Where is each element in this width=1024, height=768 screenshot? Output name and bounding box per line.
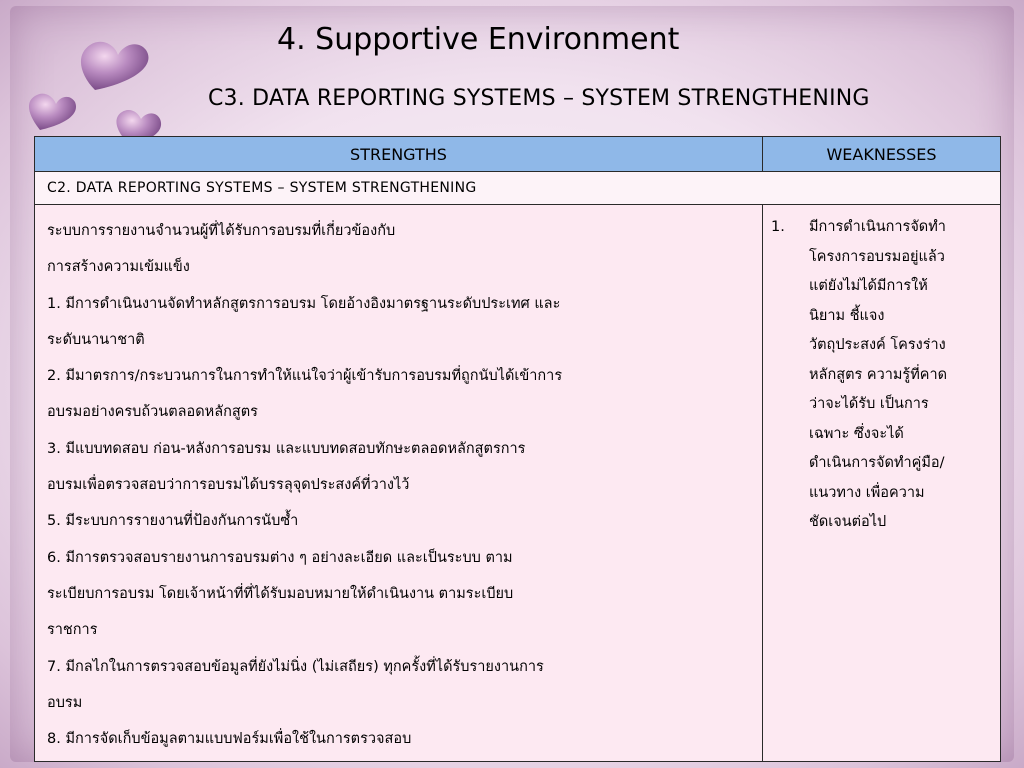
strength-line: 6. มีการตรวจสอบรายงานการอบรมต่าง ๆ อย่างละเอียด และเป็นระบบ ตาม bbox=[47, 549, 513, 566]
weakness-line: ว่าจะได้รับ เป็นการ bbox=[809, 396, 929, 412]
content-row bbox=[35, 205, 1001, 762]
strengths-cell bbox=[35, 205, 763, 762]
strength-line: 2. มีมาตรการ/กระบวนการในการทำให้แน่ใจว่าผู้เข้ารับการอบรมที่ถูกนับได้เข้าการ bbox=[47, 368, 563, 385]
strength-line: ระบบการรายงานจำนวนผู้ที่ได้รับการอบรมที่เกี่ยวข้องกับ bbox=[47, 223, 396, 239]
weakness-line: แนวทาง เพื่อความ bbox=[809, 484, 925, 501]
page-title: 4. Supportive Environment bbox=[277, 22, 680, 57]
strength-line: อบรมอย่างครบถ้วนตลอดหลักสูตร bbox=[47, 404, 258, 421]
weakness-line: วัตถุประสงค์ โครงร่าง bbox=[809, 337, 946, 353]
weakness-number: 1. bbox=[771, 219, 785, 235]
section-label: C2. DATA REPORTING SYSTEMS – SYSTEM STRENGTHENING bbox=[35, 172, 1001, 205]
strength-line: อบรม bbox=[47, 694, 83, 711]
weakness-line: นิยาม ชี้แจง bbox=[809, 307, 885, 324]
weakness-line: เฉพาะ ซึ่งจะได้ bbox=[809, 425, 904, 442]
header-strengths: STRENGTHS bbox=[35, 137, 763, 172]
strength-line: 5. มีระบบการรายงานที่ป้องกันการนับซ้ำ bbox=[47, 513, 299, 530]
strength-line: 1. มีการดำเนินงานจัดทำหลักสูตรการอบรม โดยอ้างอิงมาตรฐานระดับประเทศ และ bbox=[47, 295, 561, 312]
swot-table bbox=[34, 136, 1001, 762]
weaknesses-cell bbox=[763, 205, 1001, 762]
strength-line: ระดับนานาชาติ bbox=[47, 331, 145, 348]
section-row bbox=[35, 172, 1001, 205]
strength-line: 7. มีกลไกในการตรวจสอบข้อมูลที่ยังไม่นิ่ง (ไม่เสถียร) ทุกครั้งที่ได้รับรายงานการ bbox=[47, 658, 544, 675]
strength-line: 8. มีการจัดเก็บข้อมูลตามแบบฟอร์มเพื่อใช้ในการตรวจสอบ bbox=[47, 731, 412, 748]
hearts-decoration-icon bbox=[20, 20, 190, 150]
weakness-line: ดำเนินการจัดทำคู่มือ/ bbox=[809, 455, 945, 471]
weakness-line: แต่ยังไม่ได้มีการให้ bbox=[809, 278, 928, 294]
header-weaknesses: WEAKNESSES bbox=[763, 137, 1001, 172]
table-header-row bbox=[35, 137, 1001, 172]
weakness-line: ชัดเจนต่อไป bbox=[809, 514, 887, 530]
page-subtitle: C3. DATA REPORTING SYSTEMS – SYSTEM STRENGTHENING bbox=[208, 86, 870, 111]
weakness-text bbox=[809, 213, 987, 538]
strength-line: 3. มีแบบทดสอบ ก่อน-หลังการอบรม และแบบทดสอบทักษะตลอดหลักสูตรการ bbox=[47, 440, 526, 457]
strength-line: ราชการ bbox=[47, 622, 98, 639]
weakness-line: หลักสูตร ความรู้ที่คาด bbox=[809, 366, 948, 383]
strength-line: อบรมเพื่อตรวจสอบว่าการอบรมได้บรรลุจุดประสงค์ที่วางไว้ bbox=[47, 477, 410, 494]
weakness-line: โครงการอบรมอยู่แล้ว bbox=[809, 248, 945, 265]
strength-line: การสร้างความเข้มแข็ง bbox=[47, 259, 190, 276]
strength-line: ระเบียบการอบรม โดยเจ้าหน้าที่ที่ได้รับมอบหมายให้ดำเนินงาน ตามระเบียบ bbox=[47, 585, 514, 602]
weakness-line: มีการดำเนินการจัดทำ bbox=[809, 219, 946, 235]
